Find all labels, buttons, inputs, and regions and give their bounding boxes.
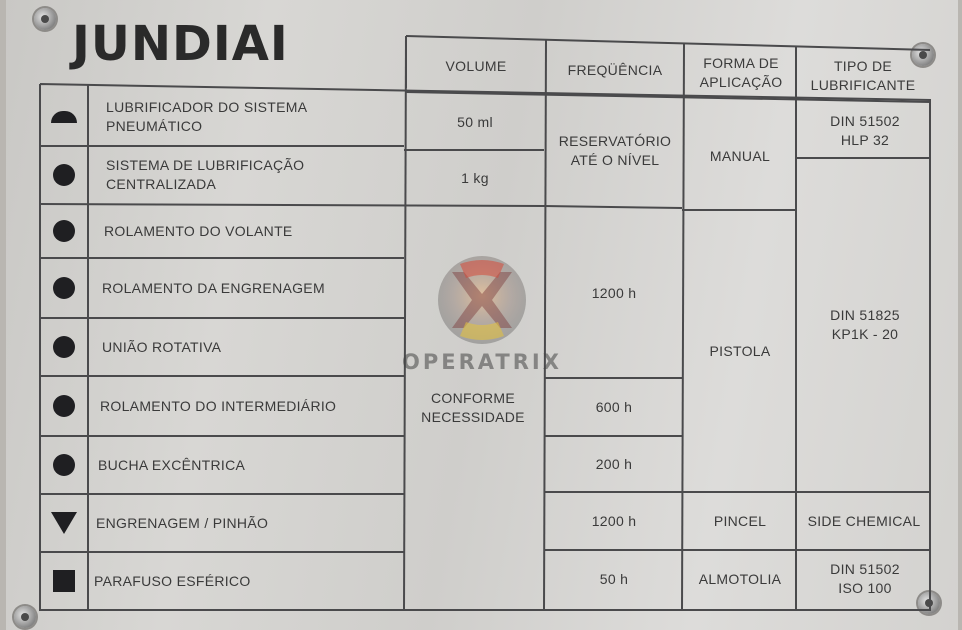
header-volume: VOLUME bbox=[445, 57, 507, 74]
square-icon bbox=[40, 552, 88, 610]
watermark bbox=[372, 252, 592, 382]
header-tipo: TIPO DE LUBRIFICANTE bbox=[810, 58, 916, 93]
half-circle-icon bbox=[40, 86, 88, 144]
frequency-value: RESERVATÓRIO ATÉ O NÍVEL bbox=[558, 133, 672, 168]
circle-icon bbox=[40, 258, 88, 318]
row-label: UNIÃO ROTATIVA bbox=[102, 338, 222, 355]
row-label: PARAFUSO ESFÉRICO bbox=[94, 572, 251, 589]
application-method: PISTOLA bbox=[709, 342, 771, 359]
application-method: MANUAL bbox=[709, 147, 771, 164]
circle-icon bbox=[40, 146, 88, 204]
volume-value: CONFORME NECESSIDADE bbox=[421, 390, 525, 425]
brand-name: JUNDIAI bbox=[72, 16, 289, 72]
lubricant-type: DIN 51502 ISO 100 bbox=[830, 561, 900, 596]
application-method: PINCEL bbox=[713, 512, 767, 529]
circle-icon bbox=[40, 436, 88, 494]
row-label: ROLAMENTO DA ENGRENAGEM bbox=[102, 279, 325, 296]
lubricant-type: DIN 51825 KP1K - 20 bbox=[830, 307, 900, 342]
circle-icon bbox=[40, 376, 88, 436]
volume-value: 1 kg bbox=[461, 169, 489, 186]
watermark-logo-icon bbox=[372, 252, 592, 352]
row-label: ROLAMENTO DO VOLANTE bbox=[104, 222, 293, 239]
application-method: ALMOTOLIA bbox=[698, 570, 782, 587]
row-label: ROLAMENTO DO INTERMEDIÁRIO bbox=[100, 397, 337, 414]
frequency-value: 50 h bbox=[599, 570, 629, 587]
frequency-value: 1200 h bbox=[591, 512, 637, 529]
lubricant-type: SIDE CHEMICAL bbox=[807, 512, 921, 529]
row-label: LUBRIFICADOR DO SISTEMA PNEUMÁTICO bbox=[106, 99, 307, 134]
header-frequencia: FREQÜÊNCIA bbox=[567, 61, 663, 78]
lubricant-type: DIN 51502 HLP 32 bbox=[830, 113, 900, 148]
circle-icon bbox=[40, 204, 88, 258]
watermark-text: OPERATRIX bbox=[402, 350, 562, 374]
frequency-value: 1200 h bbox=[591, 284, 637, 301]
row-label: SISTEMA DE LUBRIFICAÇÃO CENTRALIZADA bbox=[106, 157, 305, 192]
triangle-icon bbox=[40, 494, 88, 552]
frequency-value: 200 h bbox=[595, 455, 633, 472]
frequency-value: 600 h bbox=[595, 398, 633, 415]
circle-icon bbox=[40, 318, 88, 376]
row-label: BUCHA EXCÊNTRICA bbox=[98, 456, 246, 473]
header-forma: FORMA DE APLICAÇÃO bbox=[699, 55, 783, 90]
volume-value: 50 ml bbox=[457, 113, 493, 130]
row-label: ENGRENAGEM / PINHÃO bbox=[96, 514, 269, 531]
